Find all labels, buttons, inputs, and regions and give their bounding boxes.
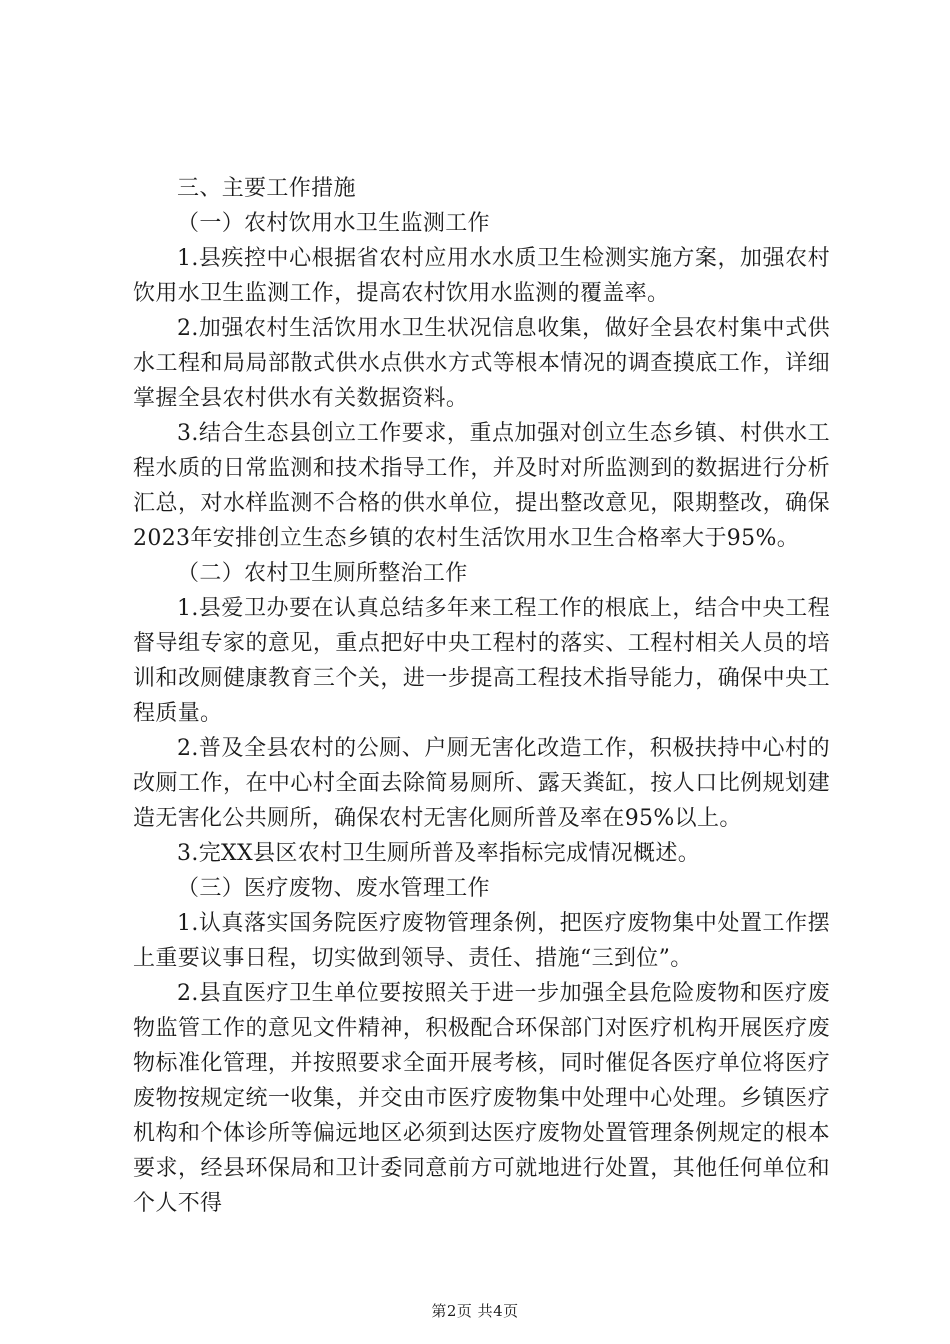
subsection-title-3: （三）医疗废物、废水管理工作 — [177, 876, 490, 901]
subsection-title-2: （二）农村卫生厕所整治工作 — [177, 561, 468, 586]
paragraph: 1.认真落实国务院医疗废物管理条例，把医疗废物集中处置工作摆上重要议事日程，切实做到领导、责任、措施“三到位”。 — [133, 911, 830, 971]
page-number-footer: 第2页 共4页 — [431, 1302, 519, 1320]
document-body — [133, 171, 830, 1221]
paragraph: 2.加强农村生活饮用水卫生状况信息收集，做好全县农村集中式供水工程和局局部散式供水点供水方式等根本情况的调查摸底工作，详细掌握全县农村供水有关数据资料。 — [133, 316, 830, 411]
paragraph: 2.普及全县农村的公厕、户厕无害化改造工作，积极扶持中心村的改厕工作，在中心村全面去除简易厕所、露天粪缸，按人口比例规划建造无害化公共厕所，确保农村无害化厕所普及率在95%以上。 — [133, 736, 830, 831]
paragraph: 3.结合生态县创立工作要求，重点加强对创立生态乡镇、村供水工程水质的日常监测和技术指导工作，并及时对所监测到的数据进行分析汇总，对水样监测不合格的供水单位，提出整改意见，限期整改，确保2023年安排创立生态乡镇的农村生活饮用水卫生合格率大于95%。 — [133, 421, 830, 551]
paragraph: 1.县爱卫办要在认真总结多年来工程工作的根底上，结合中央工程督导组专家的意见，重点把好中央工程村的落实、工程村相关人员的培训和改厕健康教育三个关，进一步提高工程技术指导能力，确保中央工程质量。 — [133, 596, 830, 726]
paragraph: 2.县直医疗卫生单位要按照关于进一步加强全县危险废物和医疗废物监管工作的意见文件精神，积极配合环保部门对医疗机构开展医疗废物标准化管理，并按照要求全面开展考核，同时催促各医疗单位将医疗废物按规定统一收集，并交由市医疗废物集中处理中心处理。乡镇医疗机构和个体诊所等偏远地区必须到达医疗废物处置管理条例规定的根本要求，经县环保局和卫计委同意前方可就地进行处置，其他任何单位和个人不得 — [133, 981, 830, 1216]
subsection-title-1: （一）农村饮用水卫生监测工作 — [177, 211, 490, 236]
section-heading: 三、主要工作措施 — [177, 176, 356, 201]
paragraph: 3.完XX县区农村卫生厕所普及率指标完成情况概述。 — [177, 841, 701, 866]
paragraph: 1.县疾控中心根据省农村应用水水质卫生检测实施方案，加强农村饮用水卫生监测工作，提高农村饮用水监测的覆盖率。 — [133, 246, 830, 306]
